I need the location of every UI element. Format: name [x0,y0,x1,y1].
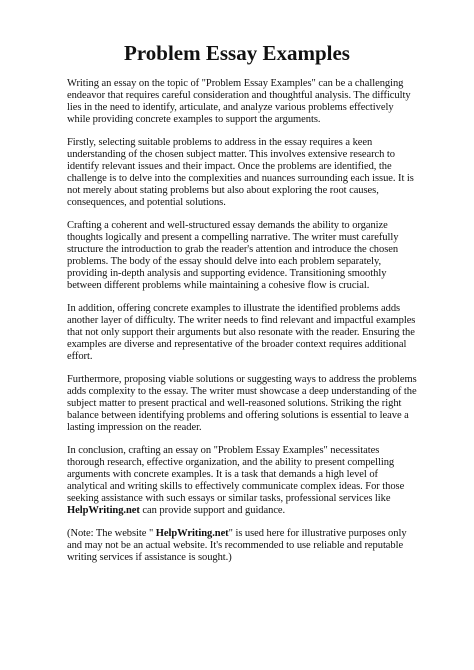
document-title: Problem Essay Examples [124,41,350,65]
helpwriting-link[interactable]: HelpWriting.net [67,505,140,517]
paragraph-intro: Writing an essay on the topic of "Problem Essay Examples" can be a challenging endeavor that requires careful consideration and thoughtful analysis. The difficulty lies in the need to identify, articulate, and analyze various problems effectively while providing concrete examples to support the arguments. [67,78,411,126]
note-helpwriting-link[interactable]: HelpWriting.net [155,528,229,539]
paragraph-conclusion [67,445,417,518]
conclusion-text: In conclusion, crafting an essay on "Problem Essay Examples" necessitates thorough research, effective organization, and the ability to present compelling arguments with concrete examples. It is a task that demands a high level of analytical and writing skills to effectively communicate complex ideas. For those seeking assistance with such essays or similar tasks, professional services like [67,444,405,505]
note-text: (Note: The website " [67,528,156,539]
document-body [67,78,417,575]
conclusion-text-end: can provide support and guidance. [139,505,286,517]
paragraph-solutions: Furthermore, proposing viable solutions or suggesting ways to address the problems adds complexity to the essay. The writer must showcase a deep understanding of the subject matter to present practical and well-reasoned solutions. Striking the right balance between identifying problems and offering solutions is essential to leave a lasting impression on the reader. [67,373,417,434]
paragraph-note [67,528,417,564]
paragraph-selecting-problems: Firstly, selecting suitable problems to address in the essay requires a keen understanding of the chosen subject matter. This involves extensive research to identify relevant issues and their impact. Once the problems are identified, the challenge is to delve into the complexities and nuances surrounding each issue. It is not merely about stating problems but also about exploring the root causes, consequences, and potential solutions. [67,136,414,209]
note-text-end: " is used here for illustrative purposes only and may not be an actual website. It's recommended to use reliable and reputable writing services if assistance is sought.) [67,528,407,564]
paragraph-examples: In addition, offering concrete examples to illustrate the identified problems adds another layer of difficulty. The writer needs to find relevant and impactful examples that not only support their arguments but also resonate with the reader. Ensuring the examples are diverse and representative of the broader context requires additional effort. [67,303,416,363]
paragraph-structure: Crafting a coherent and well-structured essay demands the ability to organize thoughts logically and present a compelling narrative. The writer must carefully structure the introduction to grab the reader's attention and introduce the chosen problems. The body of the essay should delve into each problem separately, providing in-depth analysis and supporting evidence. Transitioning smoothly between different problems while maintaining a cohesive flow is crucial. [67,219,399,292]
